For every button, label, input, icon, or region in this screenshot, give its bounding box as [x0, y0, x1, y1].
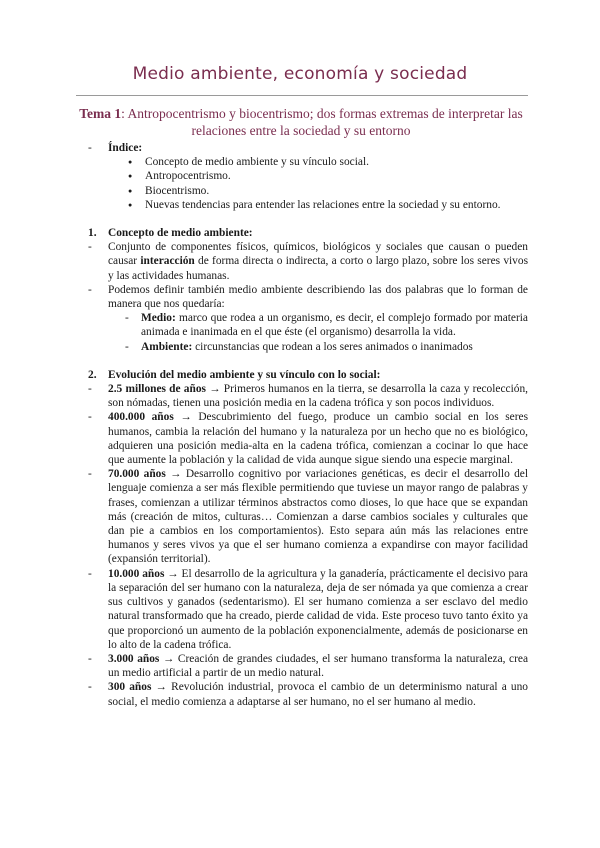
document-body — [88, 141, 528, 709]
timeline-item: - 300 años → Revolución industrial, provoca el cambio de un determinismo natural a uno social, el medio comienza a adaptarse al ser humano, no el ser humano al medio. — [88, 680, 528, 708]
index-label: Índice: — [108, 142, 143, 154]
section2-heading — [88, 368, 528, 382]
timeline-item: - 70.000 años → Desarrollo cognitivo por variaciones genéticas, es decir el desarrollo del lenguaje comienza a ser más flexible permitiendo que tuviese un mayor rango de palabras y frases, comienzan a utilizar términos abstractos como dioses, lo que hace que se expandan más (creación de mitos, culturas… Comienzan a darse cambios sociales y culturales que dan pie a cambios en los comportamientos). Esto separa aún más las relaciones entre humanos y seres vivos ya que el ser humano comienza a expandirse con mayor facilidad (expansión territorial). — [88, 467, 528, 566]
topic-label: Tema 1 — [79, 106, 122, 121]
index-item: ● Concepto de medio ambiente y su vínculo social. — [88, 155, 528, 169]
section1-number: 1. — [88, 227, 97, 240]
title-divider — [76, 95, 528, 96]
timeline-item: - 3.000 años → Creación de grandes ciudades, el ser humano transforma la naturaleza, crea un medio artificial a partir de un medio natural. — [88, 652, 528, 680]
keyword-interaccion: interacción — [140, 255, 195, 268]
index-heading — [88, 141, 528, 155]
section1-paragraph: - Podemos definir también medio ambiente describiendo las dos palabras que lo forman de manera que nos quedaría: — [88, 283, 528, 311]
section1-heading — [88, 226, 528, 240]
topic-heading — [72, 106, 530, 139]
index-item: ● Biocentrismo. — [88, 184, 528, 198]
definition-medio: - Medio: marco que rodea a un organismo, es decir, el complejo formado por materia animada e inanimada en el que éste (el organismo) desarrolla la vida. — [88, 311, 528, 339]
timeline-item: - 2.5 millones de años → Primeros humanos en la tierra, se desarrolla la caza y recolección, son nómadas, tienen una posición media en la cadena trófica y son pocos individuos. — [88, 382, 528, 410]
topic-text: : Antropocentrismo y biocentrismo; dos formas extremas de interpretar las relaciones entre la sociedad y su entorno — [121, 106, 523, 138]
section2-title: Evolución del medio ambiente y su vínculo con lo social: — [108, 368, 381, 381]
index-item: ● Nuevas tendencias para entender las relaciones entre la sociedad y su entorno. — [88, 198, 528, 212]
section1-paragraph: - Conjunto de componentes físicos, químicos, biológicos y sociales que causan o pueden causar interacción de forma directa o indirecta, a corto o largo plazo, sobre los seres vivos y las actividades humanas. — [88, 240, 528, 283]
timeline-item: - 400.000 años → Descubrimiento del fuego, produce un cambio social en los seres humanos, cambia la relación del humano y la naturaleza por un hecho que no es biológico, adquieren una posición media-alta en la cadena trófica, comienzan a cocinar lo que hace que aumente la población y la calidad de vida aunque sigue siendo una especie marginal. — [88, 410, 528, 467]
timeline-item: - 10.000 años → El desarrollo de la agricultura y la ganadería, prácticamente el decisivo para la separación del ser humano con la naturaleza, deja de ser nómada ya que comienza a crear sus cultivos y ganados (sedentarismo). El ser humano comienza a ser esclavo del medio natural transformado que ha creado, pierde calidad de vida. Este proceso tuvo tanto éxito ya que proporcionó un aumento de la población exponencialmente, además de posicionarse en lo alto de la cadena trófica. — [88, 567, 528, 652]
definition-ambiente: - Ambiente: circunstancias que rodean a los seres animados o inanimados — [88, 340, 528, 354]
section1-title: Concepto de medio ambiente: — [108, 227, 253, 240]
document-title: Medio ambiente, economía y sociedad — [132, 64, 468, 84]
section2-number: 2. — [88, 368, 97, 381]
index-item: ● Antropocentrismo. — [88, 169, 528, 183]
